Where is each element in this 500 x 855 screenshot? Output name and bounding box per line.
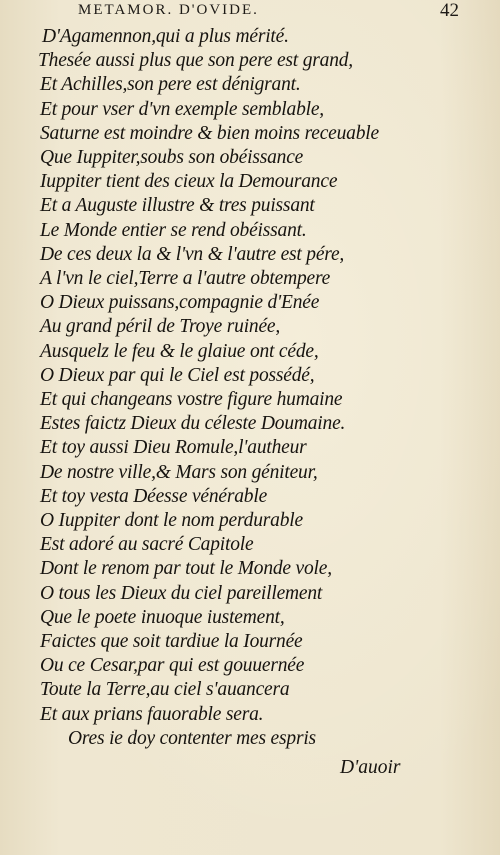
verse-line: Le Monde entier se rend obéissant.: [40, 219, 307, 241]
verse-line: De ces deux la & l'vn & l'autre est pére,: [40, 243, 345, 265]
verse-line: O Dieux puissans,compagnie d'Enée: [40, 292, 320, 314]
verse-line: Que Iuppiter,soubs son obéissance: [40, 147, 304, 168]
verse-line: Et toy aussi Dieu Romule,l'autheur: [40, 437, 307, 459]
page-number: 42: [440, 0, 459, 21]
verse-line: Estes faictz Dieux du céleste Doumaine.: [40, 413, 346, 435]
verse-line: Que le poete inuoque iustement,: [40, 606, 285, 628]
verse-line: O Iuppiter dont le nom perdurable: [40, 510, 303, 531]
running-head: METAMOR. D'OVIDE.: [78, 2, 259, 18]
verse-line: D'Agamennon,qui a plus mérité.: [42, 26, 289, 47]
verse-line: Au grand péril de Troye ruinée,: [40, 316, 281, 338]
verse-line: Ou ce Cesar,par qui est gouuernée: [40, 655, 305, 677]
verse-line: Ores ie doy contenter mes espris: [68, 727, 316, 749]
verse-line: Dont le renom par tout le Monde vole,: [40, 558, 332, 580]
verse-line: Toute la Terre,au ciel s'auancera: [40, 679, 290, 701]
verse-line: A l'vn le ciel,Terre a l'autre obtempere: [40, 268, 331, 289]
verse-line: Et toy vesta Déesse vénérable: [40, 485, 268, 507]
verse-line: De nostre ville,& Mars son géniteur,: [40, 461, 318, 483]
verse-line: Et pour vser d'vn exemple semblable,: [40, 98, 324, 120]
verse-line: Et qui changeans vostre figure humaine: [40, 389, 343, 410]
verse-line: O tous les Dieux du ciel pareillement: [40, 582, 323, 604]
verse-line: O Dieux par qui le Ciel est possédé,: [40, 364, 315, 386]
verse-line: Et aux prians fauorable sera.: [40, 703, 264, 725]
verse-line: Est adoré au sacré Capitole: [40, 534, 254, 556]
verse-line: Faictes que soit tardiue la Iournée: [40, 631, 303, 652]
verse-line: Et a Auguste illustre & tres puissant: [40, 195, 315, 217]
verse-line: Thesée aussi plus que son pere est grand,: [38, 50, 353, 72]
catchword: D'auoir: [340, 757, 401, 778]
verse-line: Ausquelz le feu & le glaiue ont céde,: [40, 340, 319, 362]
verse-line: Saturne est moindre & bien moins receuable: [40, 122, 379, 144]
verse-line: Et Achilles,son pere est dénigrant.: [40, 74, 301, 96]
verse-line: Iuppiter tient des cieux la Demourance: [40, 171, 338, 193]
